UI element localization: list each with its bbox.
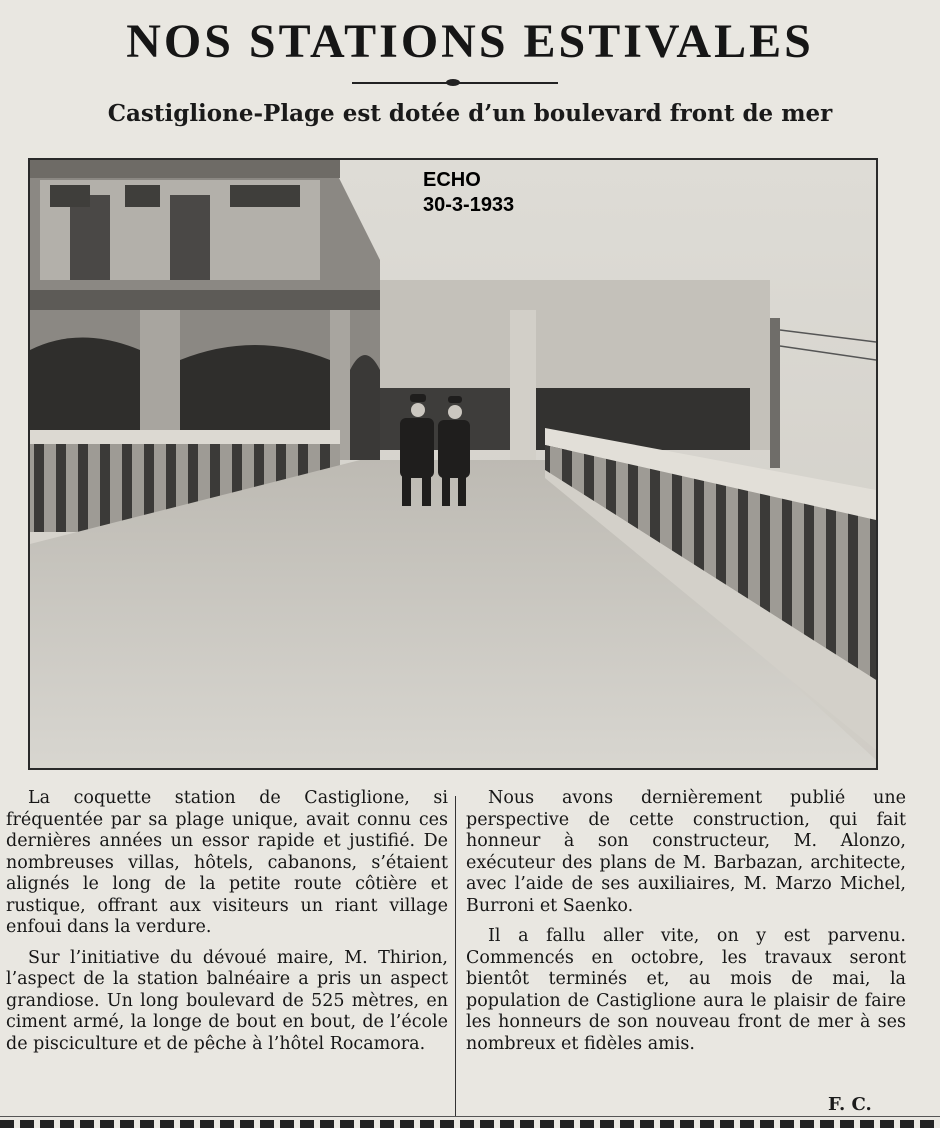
bottom-border <box>0 1120 940 1128</box>
stamp-line-1: ECHO <box>423 169 481 191</box>
author-signature: F. C. <box>828 1094 872 1115</box>
left-paragraph-1: La coquette station de Castiglione, si fréquentée par sa plage unique, avait connu ces dernières années un essor rapide et justifié. De nombreuses villas, hôtels, cabanons, s’étaient alignés le long de la petite route côtière et rustique, offrant aux visiteurs un riant village enfoui dans la verdure. <box>6 788 448 937</box>
right-paragraph-1: Nous avons dernièrement publié une perspective de cette construction, qui fait honneur à son constructeur, M. Alonzo, exécuteur des plans de M. Barbazan, architecte, avec l’aide de ses auxiliaires, M. Marzo Michel, Burroni et Saenko. <box>466 788 906 916</box>
left-paragraph-2: Sur l’initiative du dévoué maire, M. Thirion, l’aspect de la station balnéaire a pris un aspect grandiose. Un long boulevard de 525 mètres, en ciment armé, la longe de bout en bout, de l’école de pisciculture et de pêche à l’hôtel Rocamora. <box>6 947 448 1054</box>
bottom-rule <box>0 1116 940 1117</box>
stamp-line-2: 30-3-1933 <box>423 194 515 216</box>
right-paragraph-2: Il a fallu aller vite, on y est parvenu. Commencés en octobre, les travaux seront bientôt terminés et, au mois de mai, la population de Castiglione aura le plaisir de faire les honneurs de son nouveau front de mer à ses nombreux et fidèles amis. <box>466 926 906 1054</box>
title-rule-ornament <box>446 79 460 86</box>
photo-illustration <box>30 160 876 768</box>
photo-boulevard <box>28 158 878 770</box>
right-column <box>466 788 906 1064</box>
column-divider <box>455 796 456 1116</box>
subheadline: Castiglione-Plage est dotée d’un boulevard front de mer <box>107 100 833 127</box>
left-column <box>6 788 448 1064</box>
stamp-echo-date <box>423 168 514 218</box>
headline: NOS STATIONS ESTIVALES <box>126 15 814 68</box>
